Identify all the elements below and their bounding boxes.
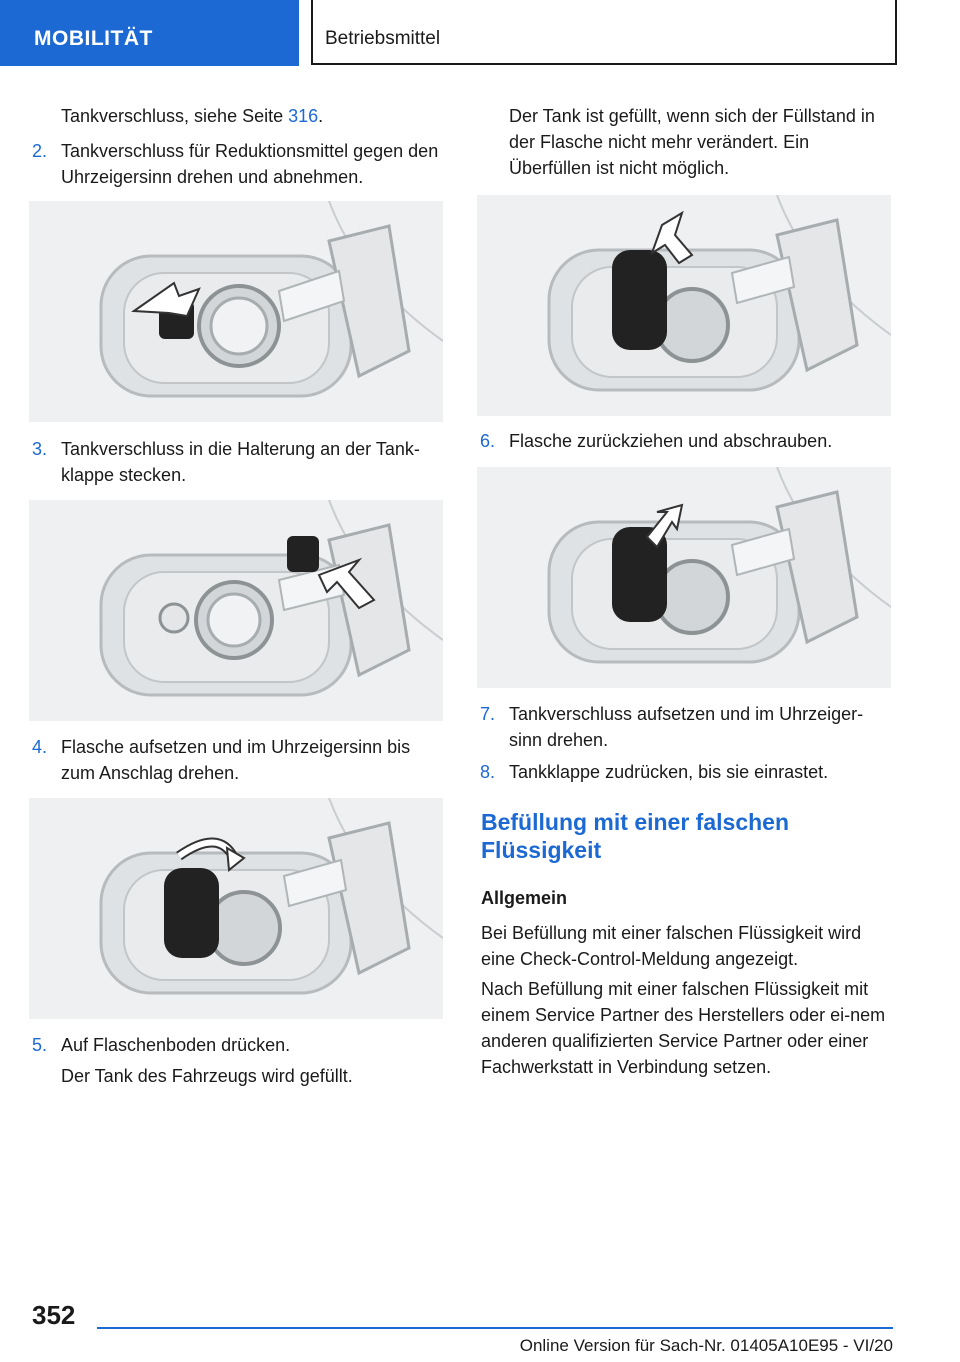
figure-tank-full — [477, 195, 891, 416]
paragraph: Nach Befüllung mit einer falschen Flüssigkeit mit einem Service Partner des Herstellers oder ei-nem anderen qualifizierten Service Partner oder einer Fachwerkstatt in Verbindung setzen. — [481, 979, 886, 1077]
figure-remove-cap — [29, 201, 443, 422]
fuel-flap-illustration — [477, 195, 891, 416]
section-title: MOBILITÄT — [34, 27, 153, 50]
section-heading: Befüllung mit einer falschen Flüssigkeit — [481, 809, 789, 863]
step-number: 4. — [32, 737, 48, 757]
figure-attach-bottle — [29, 798, 443, 1019]
step-number: 2. — [32, 141, 48, 161]
step-number: 6. — [480, 431, 496, 451]
figure-cap-holder — [29, 500, 443, 721]
step-text: Tankverschluss in die Halterung an der Tank-klappe stecken. — [61, 439, 420, 485]
step-text: Tankklappe zudrücken, bis sie einrastet. — [509, 762, 829, 782]
fuel-flap-illustration — [29, 798, 443, 1019]
subheading: Allgemein — [481, 888, 568, 908]
step-note: Der Tank des Fahrzeugs wird gefüllt. — [61, 1066, 353, 1086]
fuel-flap-illustration — [29, 201, 443, 422]
step-number: 7. — [480, 704, 496, 724]
step-number: 5. — [32, 1035, 48, 1055]
step-text: Tankverschluss für Reduktionsmittel gegen den Uhrzeigersinn drehen und abnehmen. — [61, 141, 439, 187]
footer-divider — [97, 1327, 893, 1329]
page-number: 352 — [32, 1300, 76, 1330]
step-text: Auf Flaschenboden drücken. — [61, 1035, 291, 1055]
step-text: Tankverschluss aufsetzen und im Uhrzeiger-sinn drehen. — [509, 704, 864, 750]
footer-version: Online Version für Sach-Nr. 01405A10E95 - VI/20 — [519, 1336, 893, 1355]
figure-remove-bottle — [477, 467, 891, 688]
chapter-tab — [311, 0, 897, 65]
intro-text: Tankverschluss, siehe Seite 316. — [61, 106, 324, 126]
fuel-flap-illustration — [477, 467, 891, 688]
fuel-flap-illustration — [29, 500, 443, 721]
section-tab — [0, 0, 299, 66]
chapter-title: Betriebsmittel — [325, 28, 441, 49]
full-note: Der Tank ist gefüllt, wenn sich der Füllstand in der Flasche nicht mehr verändert. Ein Überfüllen ist nicht möglich. — [509, 106, 875, 178]
page-reference-link[interactable]: 316 — [288, 106, 319, 126]
step-number: 3. — [32, 439, 48, 459]
step-text: Flasche zurückziehen und abschrauben. — [509, 431, 833, 451]
step-text: Flasche aufsetzen und im Uhrzeigersinn bis zum Anschlag drehen. — [61, 737, 411, 783]
paragraph: Bei Befüllung mit einer falschen Flüssigkeit wird eine Check-Control-Meldung angezeigt. — [481, 923, 862, 969]
step-number: 8. — [480, 762, 496, 782]
